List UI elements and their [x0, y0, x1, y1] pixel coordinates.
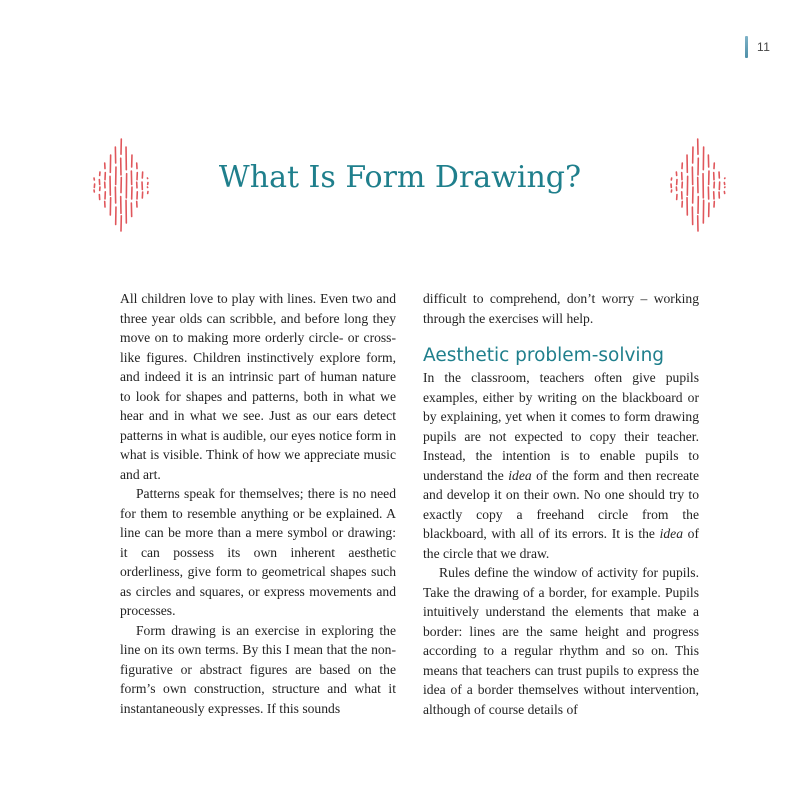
page-number: 11 — [757, 40, 771, 54]
text-run: of the circle that we draw. — [423, 526, 699, 561]
text-run: In the classroom, teachers often give pupils examples, either by writing on the blackboard or by explaining, yet when it comes to form drawing pupils are not expected to copy their teacher. Instead, the intention is to enable pupils to understand the — [423, 370, 699, 483]
emphasis: idea — [659, 526, 684, 541]
paragraph: Patterns speak for themselves; there is no need for them to resemble anything or be explained. A line can be more than a mere symbol or drawing: it can possess its own inherent aesthetic orderliness, give form to geometrical shapes such as circles and squares, or express movements and processes. — [120, 486, 396, 618]
right-column — [423, 289, 699, 719]
page-title: What Is Form Drawing? — [218, 160, 582, 195]
folio-marker-bar — [745, 36, 748, 58]
section-heading: Aesthetic problem-solving — [423, 345, 665, 366]
paragraph — [423, 368, 699, 563]
text-run: of the form and then recreate and develop it on their own. No one should try to exactly copy a freehand circle from the blackboard, with all of its errors. It is the — [423, 467, 699, 541]
left-column — [120, 289, 396, 718]
paragraph: difficult to comprehend, don’t worry – working through the exercises will help. — [423, 291, 699, 326]
paragraph: All children love to play with lines. Even two and three year olds can scribble, and before long they move on to making more orderly circle- or cross-like figures. Children instinctively explore form, and indeed it is an intrinsic part of human nature to look for shapes and patterns, both in what we hear and in what we see. Just as our ears detect patterns in what is audible, our eyes notice form in what is visible. Think of how we appreciate music and art. — [120, 291, 396, 482]
paragraph: Form drawing is an exercise in exploring the line on its own terms. By this I mean that the non-figurative or abstract figures are based on the form’s own construction, structure and what it instantaneously expresses. If this sounds — [120, 622, 396, 716]
paragraph: Rules define the window of activity for pupils. Take the drawing of a border, for example. Pupils intuitively understand the elements that make a border: lines are the same height and progress according to a regular rhythm and so on. This means that teachers can trust pupils to express the idea of a border themselves without intervention, although of course details of — [423, 565, 699, 717]
page-folio — [745, 36, 770, 58]
emphasis: idea — [508, 467, 532, 483]
